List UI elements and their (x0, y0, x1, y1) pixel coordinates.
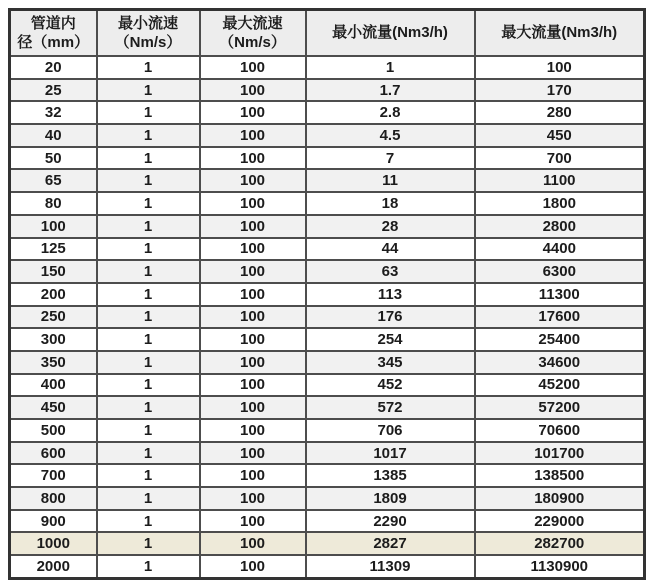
table-cell: 2.8 (306, 101, 475, 124)
table-row (10, 192, 645, 215)
table-cell: 1100 (475, 169, 645, 192)
table-cell: 1000 (10, 532, 97, 555)
table-cell: 1385 (306, 464, 475, 487)
table-cell: 65 (10, 169, 97, 192)
table-body (10, 56, 645, 578)
table-cell: 1 (97, 374, 200, 397)
table-cell: 1 (97, 56, 200, 79)
table-cell: 100 (200, 238, 306, 261)
table-cell: 350 (10, 351, 97, 374)
table-cell: 100 (200, 328, 306, 351)
table-cell: 1 (97, 532, 200, 555)
table-cell: 1 (97, 147, 200, 170)
header-row (10, 10, 645, 57)
table-cell: 100 (200, 56, 306, 79)
table-cell: 1 (97, 101, 200, 124)
table-cell: 100 (200, 442, 306, 465)
table-row (10, 101, 645, 124)
table-cell: 100 (200, 510, 306, 533)
table-cell: 180900 (475, 487, 645, 510)
table-cell: 1 (97, 306, 200, 329)
table-cell: 1 (97, 79, 200, 102)
table-cell: 80 (10, 192, 97, 215)
table-row (10, 260, 645, 283)
column-header-4: 最小流量(Nm3/h) (306, 10, 475, 57)
table-row (10, 328, 645, 351)
table-cell: 113 (306, 283, 475, 306)
table-cell: 100 (200, 260, 306, 283)
table-row (10, 238, 645, 261)
table-cell: 229000 (475, 510, 645, 533)
table-cell: 25400 (475, 328, 645, 351)
table-cell: 706 (306, 419, 475, 442)
table-cell: 100 (200, 464, 306, 487)
table-cell: 600 (10, 442, 97, 465)
table-cell: 44 (306, 238, 475, 261)
table-cell: 1 (97, 328, 200, 351)
table-cell: 40 (10, 124, 97, 147)
table-cell: 400 (10, 374, 97, 397)
table-cell: 70600 (475, 419, 645, 442)
column-header-2: 最小流速 （Nm/s） (97, 10, 200, 57)
table-cell: 250 (10, 306, 97, 329)
table-cell: 1130900 (475, 555, 645, 578)
table-row (10, 79, 645, 102)
table-cell: 300 (10, 328, 97, 351)
table-cell: 6300 (475, 260, 645, 283)
table-cell: 280 (475, 101, 645, 124)
table-cell: 2000 (10, 555, 97, 578)
table-row (10, 283, 645, 306)
table-cell: 345 (306, 351, 475, 374)
table-cell: 282700 (475, 532, 645, 555)
table-cell: 2290 (306, 510, 475, 533)
table-row (10, 374, 645, 397)
table-cell: 50 (10, 147, 97, 170)
table-cell: 1 (97, 260, 200, 283)
column-header-1: 管道内 径（mm） (10, 10, 97, 57)
table-cell: 1 (97, 419, 200, 442)
table-cell: 1 (97, 351, 200, 374)
table-cell: 150 (10, 260, 97, 283)
table-cell: 900 (10, 510, 97, 533)
table-cell: 700 (10, 464, 97, 487)
table-cell: 100 (475, 56, 645, 79)
table-cell: 2800 (475, 215, 645, 238)
table-cell: 1 (97, 192, 200, 215)
table-cell: 1 (97, 442, 200, 465)
table-cell: 100 (200, 351, 306, 374)
table-cell: 452 (306, 374, 475, 397)
table-cell: 1 (97, 555, 200, 578)
table-row (10, 147, 645, 170)
column-header-5: 最大流量(Nm3/h) (475, 10, 645, 57)
table-cell: 100 (200, 374, 306, 397)
table-cell: 45200 (475, 374, 645, 397)
table-row (10, 555, 645, 578)
table-row (10, 442, 645, 465)
table-cell: 7 (306, 147, 475, 170)
table-cell: 700 (475, 147, 645, 170)
table-cell: 1 (97, 464, 200, 487)
table-row (10, 215, 645, 238)
table-cell: 100 (200, 79, 306, 102)
table-row (10, 124, 645, 147)
table-row (10, 510, 645, 533)
table-cell: 1 (97, 510, 200, 533)
table-cell: 17600 (475, 306, 645, 329)
table-cell: 450 (475, 124, 645, 147)
table-cell: 1 (97, 487, 200, 510)
table-row (10, 487, 645, 510)
table-cell: 2827 (306, 532, 475, 555)
table-cell: 100 (200, 101, 306, 124)
table-cell: 170 (475, 79, 645, 102)
table-cell: 100 (200, 192, 306, 215)
table-cell: 1.7 (306, 79, 475, 102)
table-cell: 101700 (475, 442, 645, 465)
table-row (10, 351, 645, 374)
table-cell: 34600 (475, 351, 645, 374)
table-cell: 100 (200, 169, 306, 192)
table-cell: 100 (200, 124, 306, 147)
table-cell: 57200 (475, 396, 645, 419)
table-cell: 100 (200, 532, 306, 555)
table-cell: 28 (306, 215, 475, 238)
table-cell: 100 (200, 419, 306, 442)
table-cell: 11 (306, 169, 475, 192)
table-cell: 450 (10, 396, 97, 419)
table-row (10, 396, 645, 419)
table-cell: 18 (306, 192, 475, 215)
table-cell: 125 (10, 238, 97, 261)
table-cell: 4.5 (306, 124, 475, 147)
table-cell: 100 (10, 215, 97, 238)
table-cell: 572 (306, 396, 475, 419)
table-cell: 11309 (306, 555, 475, 578)
table-cell: 100 (200, 555, 306, 578)
table-row (10, 532, 645, 555)
table-cell: 4400 (475, 238, 645, 261)
table-cell: 63 (306, 260, 475, 283)
flow-range-table (8, 8, 646, 580)
table-cell: 800 (10, 487, 97, 510)
table-cell: 32 (10, 101, 97, 124)
table-row (10, 464, 645, 487)
table-row (10, 306, 645, 329)
table-cell: 1 (97, 238, 200, 261)
table-cell: 176 (306, 306, 475, 329)
table-cell: 138500 (475, 464, 645, 487)
table-cell: 1 (97, 283, 200, 306)
table-cell: 200 (10, 283, 97, 306)
table-cell: 100 (200, 487, 306, 510)
table-cell: 100 (200, 147, 306, 170)
table-cell: 500 (10, 419, 97, 442)
table-cell: 1800 (475, 192, 645, 215)
table-header (10, 10, 645, 57)
table-cell: 1017 (306, 442, 475, 465)
table-cell: 1 (97, 215, 200, 238)
table-row (10, 169, 645, 192)
table-cell: 1 (97, 169, 200, 192)
table-row (10, 419, 645, 442)
table-cell: 1 (306, 56, 475, 79)
table-cell: 254 (306, 328, 475, 351)
column-header-3: 最大流速 （Nm/s） (200, 10, 306, 57)
table-cell: 25 (10, 79, 97, 102)
table-cell: 20 (10, 56, 97, 79)
table-cell: 11300 (475, 283, 645, 306)
table-cell: 100 (200, 283, 306, 306)
table-cell: 1 (97, 396, 200, 419)
table-cell: 1 (97, 124, 200, 147)
table-cell: 100 (200, 306, 306, 329)
table-row (10, 56, 645, 79)
table-cell: 100 (200, 396, 306, 419)
table-cell: 1809 (306, 487, 475, 510)
table-cell: 100 (200, 215, 306, 238)
